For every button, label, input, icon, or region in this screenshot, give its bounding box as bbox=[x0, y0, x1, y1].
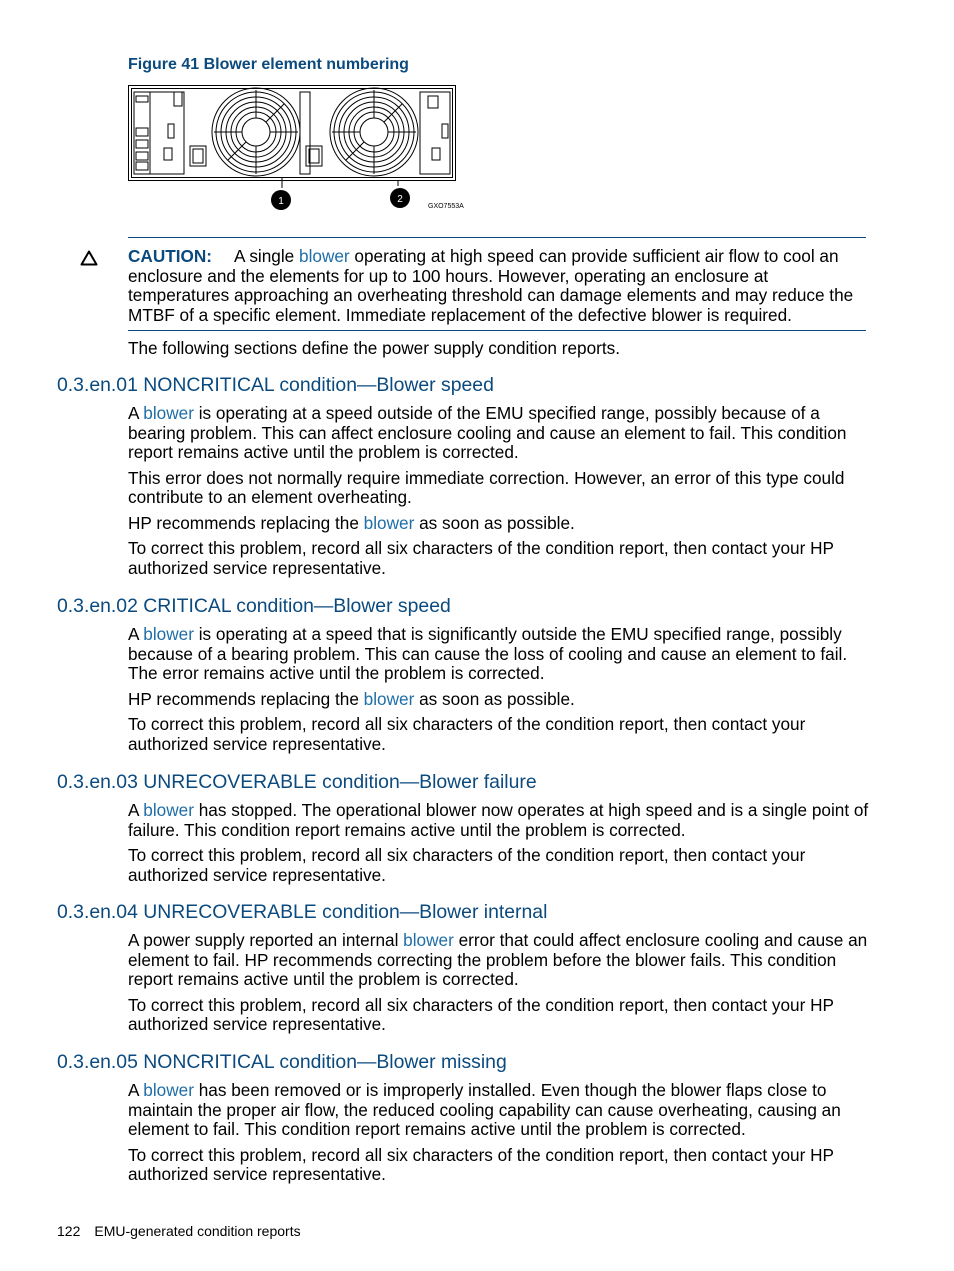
blower-link[interactable]: blower bbox=[143, 1080, 194, 1100]
paragraph: To correct this problem, record all six characters of the condition report, then contact your HP authorized service representative. bbox=[128, 538, 834, 578]
callout-2 bbox=[390, 188, 410, 208]
paragraph: To correct this problem, record all six characters of the condition report, then contact your authorized service representative. bbox=[128, 714, 806, 754]
blower-link[interactable]: blower bbox=[299, 246, 350, 266]
paragraph: To correct this problem, record all six characters of the condition report, then contact your HP authorized service representative. bbox=[128, 994, 834, 1034]
blower-link[interactable]: blower bbox=[403, 930, 454, 950]
paragraph: This error does not normally require immediate correction. However, an error of this type could contribute to an element overheating. bbox=[128, 467, 845, 507]
section-heading: 0.3.en.03 UNRECOVERABLE condition—Blower failure bbox=[57, 771, 537, 793]
section-heading: 0.3.en.01 NONCRITICAL condition—Blower speed bbox=[57, 374, 494, 396]
figure-art-code: GXO7553A bbox=[428, 203, 464, 210]
figure-title: Figure 41 Blower element numbering bbox=[128, 56, 409, 73]
blower-link[interactable]: blower bbox=[143, 403, 194, 423]
caution-text: CAUTION: A single blower operating at high speed can provide sufficient air flow to cool an enclosure and the elements for up to 100 hours. However, operating an enclosure at temperatures approaching an overheating threshold can damage elements and may reduce the MTBF of a specific element. Immediate replacement of the defective blower is required. bbox=[128, 246, 854, 325]
chapter-title: EMU-generated condition reports bbox=[94, 1223, 301, 1239]
svg-text:2: 2 bbox=[397, 194, 403, 205]
section-blower-internal bbox=[57, 901, 869, 1041]
intro-paragraph: The following sections define the power supply condition reports. bbox=[128, 338, 621, 358]
caution-triangle-icon bbox=[80, 250, 98, 266]
section-blower-speed-noncritical bbox=[57, 374, 869, 584]
callout-1 bbox=[271, 190, 291, 210]
blower-link[interactable]: blower bbox=[143, 800, 194, 820]
caution-label: CAUTION: bbox=[128, 246, 213, 266]
paragraph: To correct this problem, record all six characters of the condition report, then contact your HP authorized service representative. bbox=[128, 1144, 834, 1184]
page-number: 122 bbox=[57, 1223, 81, 1239]
paragraph: A blower has been removed or is improperly installed. Even though the blower flaps close to maintain the proper air flow, the reduced cooling capability can cause overheating, causing an element to fail. This condition report remains active until the problem is corrected. bbox=[128, 1080, 841, 1139]
section-blower-missing bbox=[57, 1051, 869, 1191]
paragraph: A blower is operating at a speed outside of the EMU specified range, possibly because of a bearing problem. This can affect enclosure cooling and cause an element to fail. This condition report remains active until the problem is corrected. bbox=[128, 403, 847, 462]
paragraph: HP recommends replacing the blower as soon as possible. bbox=[128, 688, 575, 709]
section-blower-speed-critical bbox=[57, 595, 869, 760]
paragraph: HP recommends replacing the blower as soon as possible. bbox=[128, 512, 575, 533]
blower-link[interactable]: blower bbox=[143, 624, 194, 644]
caution-note bbox=[128, 237, 866, 331]
blower-link[interactable]: blower bbox=[363, 688, 415, 709]
section-heading: 0.3.en.05 NONCRITICAL condition—Blower missing bbox=[57, 1051, 507, 1073]
section-blower-failure bbox=[57, 771, 869, 891]
paragraph: A blower has stopped. The operational blower now operates at high speed and is a single point of failure. This condition report remains active until the problem is corrected. bbox=[128, 800, 869, 840]
section-heading: 0.3.en.02 CRITICAL condition—Blower speed bbox=[57, 595, 451, 617]
section-heading: 0.3.en.04 UNRECOVERABLE condition—Blower internal bbox=[57, 901, 548, 923]
paragraph: To correct this problem, record all six characters of the condition report, then contact your authorized service representative. bbox=[128, 845, 806, 885]
paragraph: A power supply reported an internal blower error that could affect enclosure cooling and cause an element to fail. HP recommends correcting the problem before the blower fails. This condition report remains active until the problem is corrected. bbox=[128, 930, 868, 989]
page-footer bbox=[57, 1223, 301, 1239]
paragraph: A blower is operating at a speed that is significantly outside the EMU specified range, possibly because of a bearing problem. This can cause the loss of cooling and cause an element to fail. The error remains active until the problem is corrected. bbox=[128, 624, 848, 683]
blower-figure bbox=[128, 84, 468, 214]
svg-text:1: 1 bbox=[278, 196, 284, 207]
blower-link[interactable]: blower bbox=[363, 512, 415, 533]
